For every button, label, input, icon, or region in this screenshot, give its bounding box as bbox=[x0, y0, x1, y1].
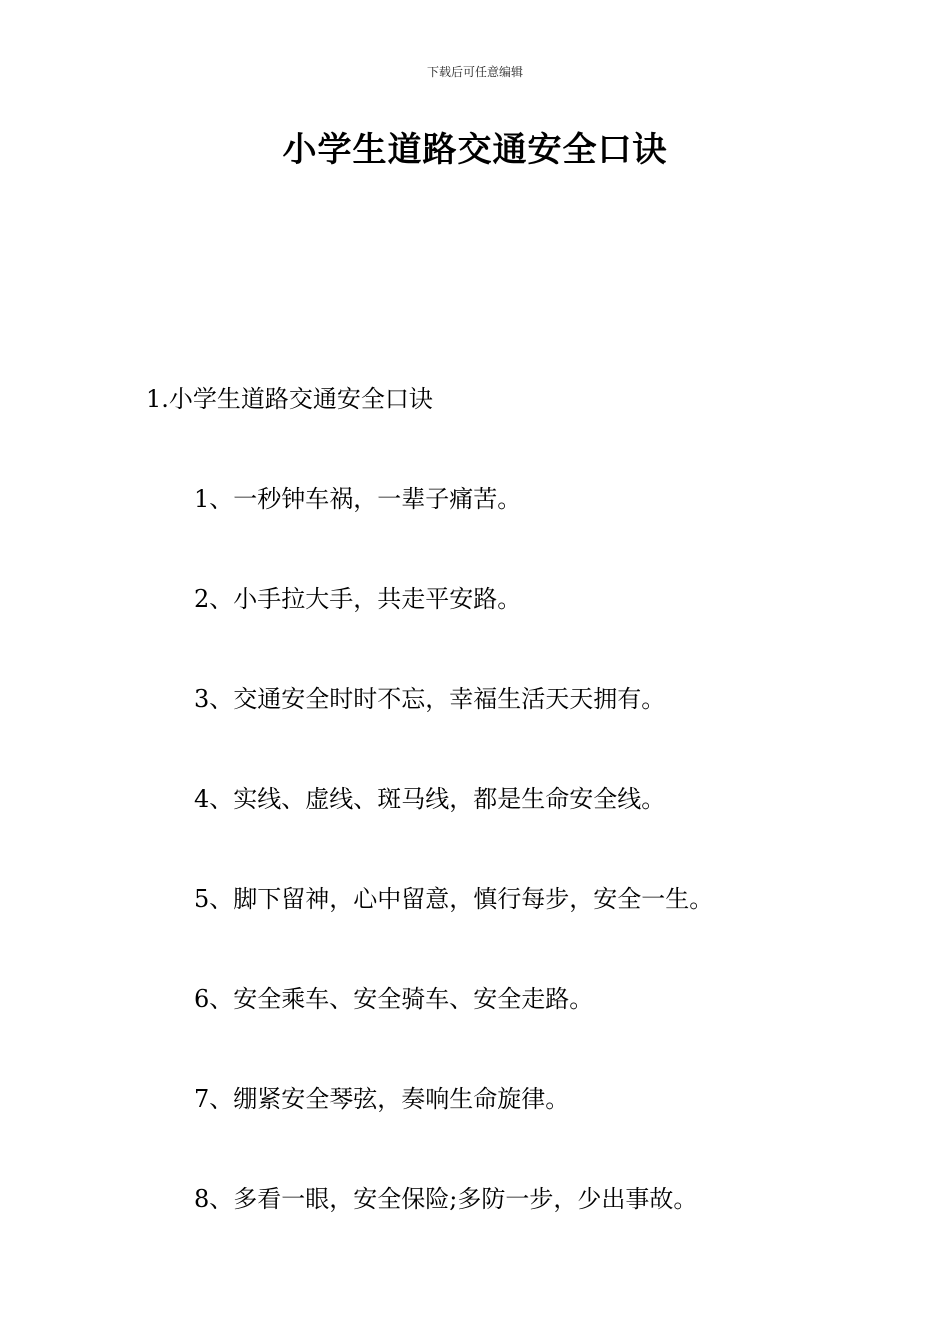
slogan-item-7: 7、绷紧安全琴弦，奏响生命旋律。 bbox=[194, 1085, 570, 1113]
slogan-item-4: 4、实线、虚线、斑马线，都是生命安全线。 bbox=[194, 785, 666, 813]
slogan-item-5: 5、脚下留神，心中留意，慎行每步，安全一生。 bbox=[194, 885, 714, 913]
slogan-item-2: 2、小手拉大手，共走平安路。 bbox=[194, 585, 522, 613]
header-note: 下载后可任意编辑 bbox=[426, 65, 523, 79]
section-heading: 1.小学生道路交通安全口诀 bbox=[146, 385, 433, 413]
slogan-item-3: 3、交通安全时时不忘，幸福生活天天拥有。 bbox=[194, 685, 666, 713]
slogan-list bbox=[194, 482, 713, 1282]
document-title: 小学生道路交通安全口诀 bbox=[282, 130, 668, 170]
slogan-item-1: 1、一秒钟车祸，一辈子痛苦。 bbox=[194, 485, 522, 513]
slogan-item-8: 8、多看一眼，安全保险;多防一步，少出事故。 bbox=[194, 1185, 698, 1213]
slogan-item-6: 6、安全乘车、安全骑车、安全走路。 bbox=[194, 985, 594, 1013]
